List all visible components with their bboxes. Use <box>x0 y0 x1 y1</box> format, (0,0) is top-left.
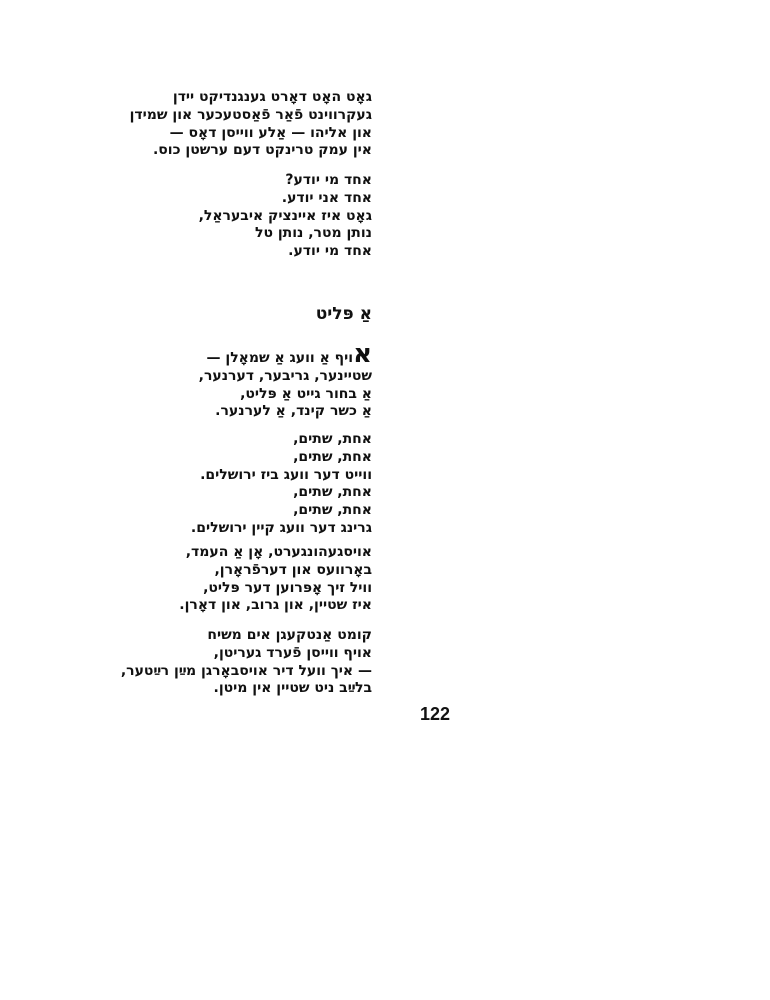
drop-cap: א <box>353 339 372 369</box>
verse-line: און אליהו — אַלע ווייסן דאָס — <box>169 124 372 141</box>
verse-line: אחת, שתים, <box>293 431 372 447</box>
stanza-5 <box>179 544 372 615</box>
stanza-3 <box>198 339 372 421</box>
stanza-4 <box>191 431 372 538</box>
verse-line: אויסגעהונגערט, אָן אַ העמד, <box>185 544 372 560</box>
verse-line: אחד אני יודע. <box>281 189 372 206</box>
verse-line: בלײַב ניט שטיין אין מיטן. <box>213 680 372 697</box>
stanza-6 <box>121 627 372 698</box>
verse-line: וויל זיך אָפּרוען דער פּליט, <box>203 579 372 596</box>
verse-line: אחת, שתים, <box>293 484 372 501</box>
verse-line-first <box>199 339 372 369</box>
verse-line: גרינג דער וועג קיין ירושלים. <box>190 519 372 536</box>
verse-line: אין עמק טרינקט דעם ערשטן כוס. <box>152 142 372 159</box>
poem-title <box>316 306 372 324</box>
verse-line: אַ בחור גייט אַ פּליט, <box>240 385 372 402</box>
verse-line: באָרוועס און דערפֿראָרן, <box>214 561 372 578</box>
verse-line: געקרווינט פֿאַר פֿאַסטעכער און שמידן <box>129 106 372 123</box>
verse-line: ווייט דער וועג ביז ירושלים. <box>200 466 372 483</box>
verse-line: אחת, שתים, <box>293 502 372 519</box>
verse-line: אויף ווייסן פֿערד געריטן, <box>213 644 372 661</box>
verse-line: אחד מי יודע. <box>288 243 372 260</box>
stanza-2 <box>199 172 372 261</box>
verse-line: — איך וועל דיר אויסבאָרגן מײַן רײַטער, <box>120 662 372 679</box>
verse-line: קומט אַנטקעגן אים משיח <box>207 627 372 643</box>
stanza-1 <box>130 89 372 160</box>
verse-line: אחד מי יודע? <box>285 172 372 188</box>
first-line-text: ויף אַ וועג אַ שמאָלן — <box>206 350 354 366</box>
verse-line: נותן מטר, נותן טל <box>254 225 372 242</box>
verse-line: גאָט האָט דאָרט גענגנדיקט יידן <box>172 89 372 105</box>
page-number: 122 <box>420 704 451 724</box>
verse-line: אחת, שתים, <box>293 448 372 465</box>
verse-line: אַ כשר קינד, אַ לערנער. <box>215 403 372 420</box>
verse-line: איז שטיין, און גרוב, און דאָרן. <box>179 597 372 614</box>
verse-line: גאָט איז איינציק איבעראַל, <box>198 207 372 224</box>
verse-line: שטיינער, גריבער, דערנער, <box>198 367 372 384</box>
poem-title-text: אַ פּליט <box>315 304 372 324</box>
